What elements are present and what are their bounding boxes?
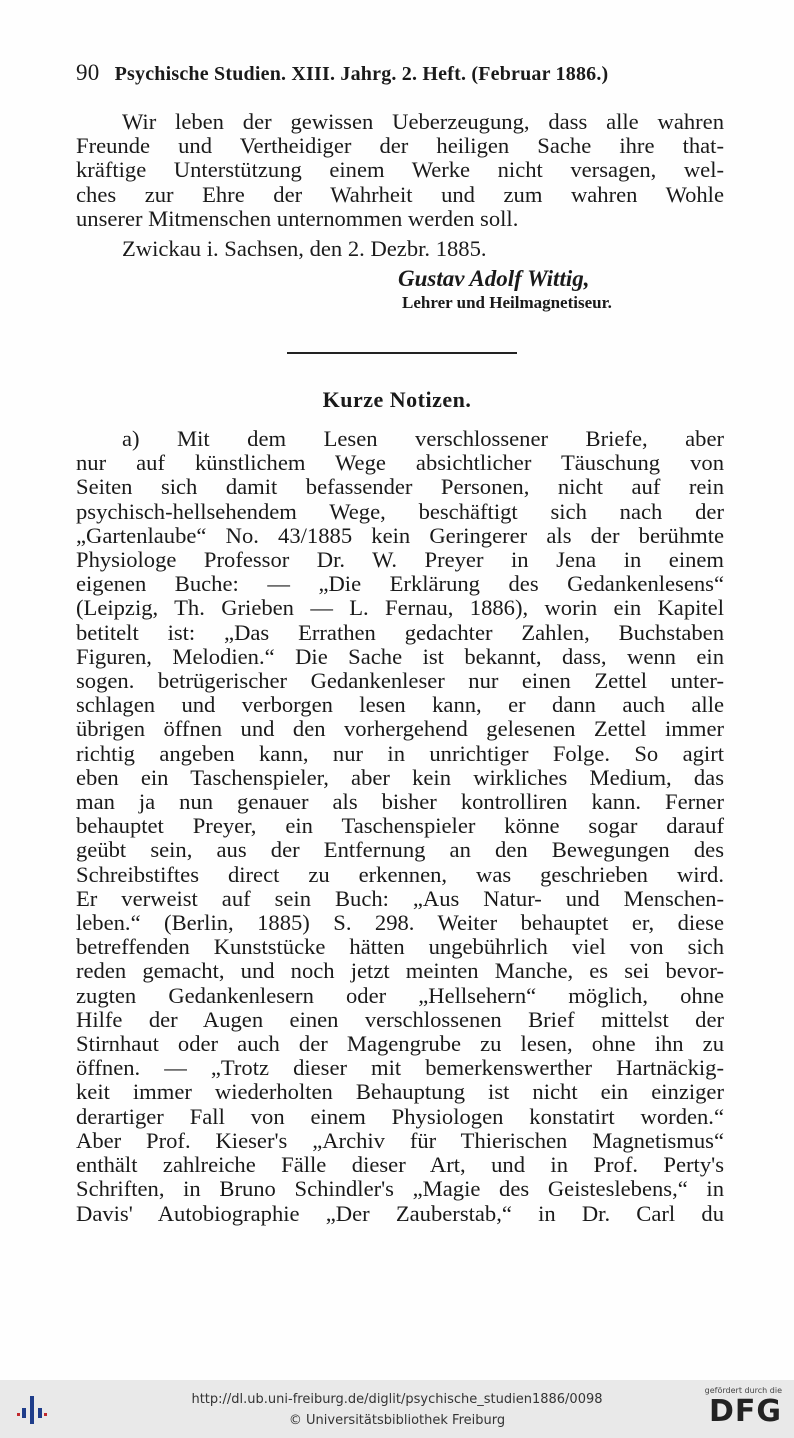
- text-line: Davis' Autobiographie „Der Zauberstab,“ in Dr. Carl du: [76, 1200, 724, 1226]
- dfg-logo-text: DFG: [708, 1394, 782, 1429]
- text-line: Schriften, in Bruno Schindler's „Magie des Geisteslebens,“ in: [76, 1176, 724, 1202]
- text-line: derartiger Fall von einem Physiologen konstatirt worden.“: [76, 1103, 724, 1129]
- text-line: Aber Prof. Kieser's „Archiv für Thierischen Magnetismus“: [76, 1127, 724, 1153]
- section-title: Kurze Notizen.: [322, 387, 472, 412]
- text-line: enthält zahlreiche Fälle dieser Art, und in Prof. Perty's: [76, 1152, 724, 1178]
- signature-name: Gustav Adolf Wittig,: [398, 266, 590, 291]
- text-line: reden gemacht, und noch jetzt meinten Manche, es sei bevor-: [76, 958, 724, 984]
- running-head: [76, 60, 726, 86]
- text-line: nur auf künstlichem Wege absichtlicher Täuschung von: [76, 450, 724, 476]
- text-line: eigenen Buche: — „Die Erklärung des Gedankenlesens“: [76, 571, 724, 597]
- text-line: keit immer wiederholten Behauptung ist nicht ein einziger: [76, 1079, 724, 1105]
- dateline: Zwickau i. Sachsen, den 2. Dezbr. 1885.: [122, 236, 487, 262]
- text-line: richtig angeben kann, nur in unrichtiger Folge. So agirt: [76, 740, 724, 766]
- copyright-notice: © Universitätsbibliothek Freiburg: [288, 1413, 506, 1428]
- text-line: Physiologe Professor Dr. W. Preyer in Jena in einem: [76, 547, 724, 573]
- text-line: Er verweist auf sein Buch: „Aus Natur- und Menschen-: [76, 885, 724, 911]
- text-line: Figuren, Melodien.“ Die Sache ist bekannt, dass, wenn ein: [76, 643, 724, 669]
- page-number: 90: [76, 60, 100, 85]
- text-line: kräftige Unterstützung einem Werke nicht versagen, wel-: [76, 157, 724, 183]
- text-line: betreffenden Kunststücke hätten ungebührlich viel von sich: [76, 934, 724, 960]
- funder-caption: gefördert durch die: [704, 1386, 782, 1395]
- text-line: (Leipzig, Th. Grieben — L. Fernau, 1886), worin ein Kapitel: [76, 595, 724, 621]
- text-line: leben.“ (Berlin, 1885) S. 298. Weiter behauptet er, diese: [76, 910, 724, 936]
- text-line: schlagen und verborgen lesen kann, er dann auch alle: [76, 692, 724, 718]
- text-line: behauptet Preyer, ein Taschenspieler könne sogar darauf: [76, 813, 724, 839]
- text-line: Wir leben der gewissen Ueberzeugung, dass alle wahren: [122, 109, 724, 134]
- section-divider: [287, 352, 517, 354]
- text-line: sogen. betrügerischer Gedankenleser nur einen Zettel unter-: [76, 668, 724, 694]
- signature-title: Lehrer und Heilmagnetiseur.: [402, 293, 612, 312]
- text-line: unserer Mitmenschen unternommen werden soll.: [76, 205, 519, 231]
- text-line: Freunde und Vertheidiger der heiligen Sache ihre that-: [76, 133, 724, 159]
- intro-paragraph: [76, 110, 724, 261]
- text-line: psychisch-hellsehendem Wege, beschäftigt sich nach der: [76, 498, 724, 524]
- dfg-logo: [700, 1386, 782, 1434]
- text-line: Hilfe der Augen einen verschlossenen Brief mittelst der: [76, 1006, 724, 1032]
- text-line: geübt sein, aus der Entfernung an den Bewegungen des: [76, 837, 724, 863]
- text-line: zugten Gedankenlesern oder „Hellsehern“ möglich, ohne: [76, 982, 724, 1008]
- source-url[interactable]: http://dl.ub.uni-freiburg.de/diglit/psychische_studien1886/0098: [191, 1392, 603, 1407]
- text-line: Stirnhaut oder auch der Magengrube zu lesen, ohne ihn zu: [76, 1031, 724, 1057]
- text-line: „Gartenlaube“ No. 43/1885 kein Geringerer als der berühmte: [76, 522, 724, 548]
- text-line: Seiten sich damit befassender Personen, nicht auf rein: [76, 474, 724, 500]
- text-line: übrigen öffnen und den vorhergehend gelesenen Zettel immer: [76, 716, 724, 742]
- text-line: a) Mit dem Lesen verschlossener Briefe, aber: [122, 426, 724, 451]
- text-line: Schreibstiftes direct zu erkennen, was geschrieben wird.: [76, 861, 724, 887]
- library-footer: [0, 1380, 794, 1438]
- text-line: öffnen. — „Trotz dieser mit bemerkenswerther Hartnäckig-: [76, 1055, 724, 1081]
- text-line: betitelt ist: „Das Errathen gedachter Zahlen, Buchstaben: [76, 619, 724, 645]
- running-title: Psychische Studien. XIII. Jahrg. 2. Heft. (Februar 1886.): [114, 63, 609, 85]
- text-line: eben ein Taschenspieler, aber kein wirkliches Medium, das: [76, 764, 724, 790]
- article-paragraph: [76, 427, 724, 1226]
- text-line: ches zur Ehre der Wahrheit und zum wahren Wohle: [76, 181, 724, 207]
- text-line: man ja nun genauer als bisher kontrolliren kann. Ferner: [76, 789, 724, 815]
